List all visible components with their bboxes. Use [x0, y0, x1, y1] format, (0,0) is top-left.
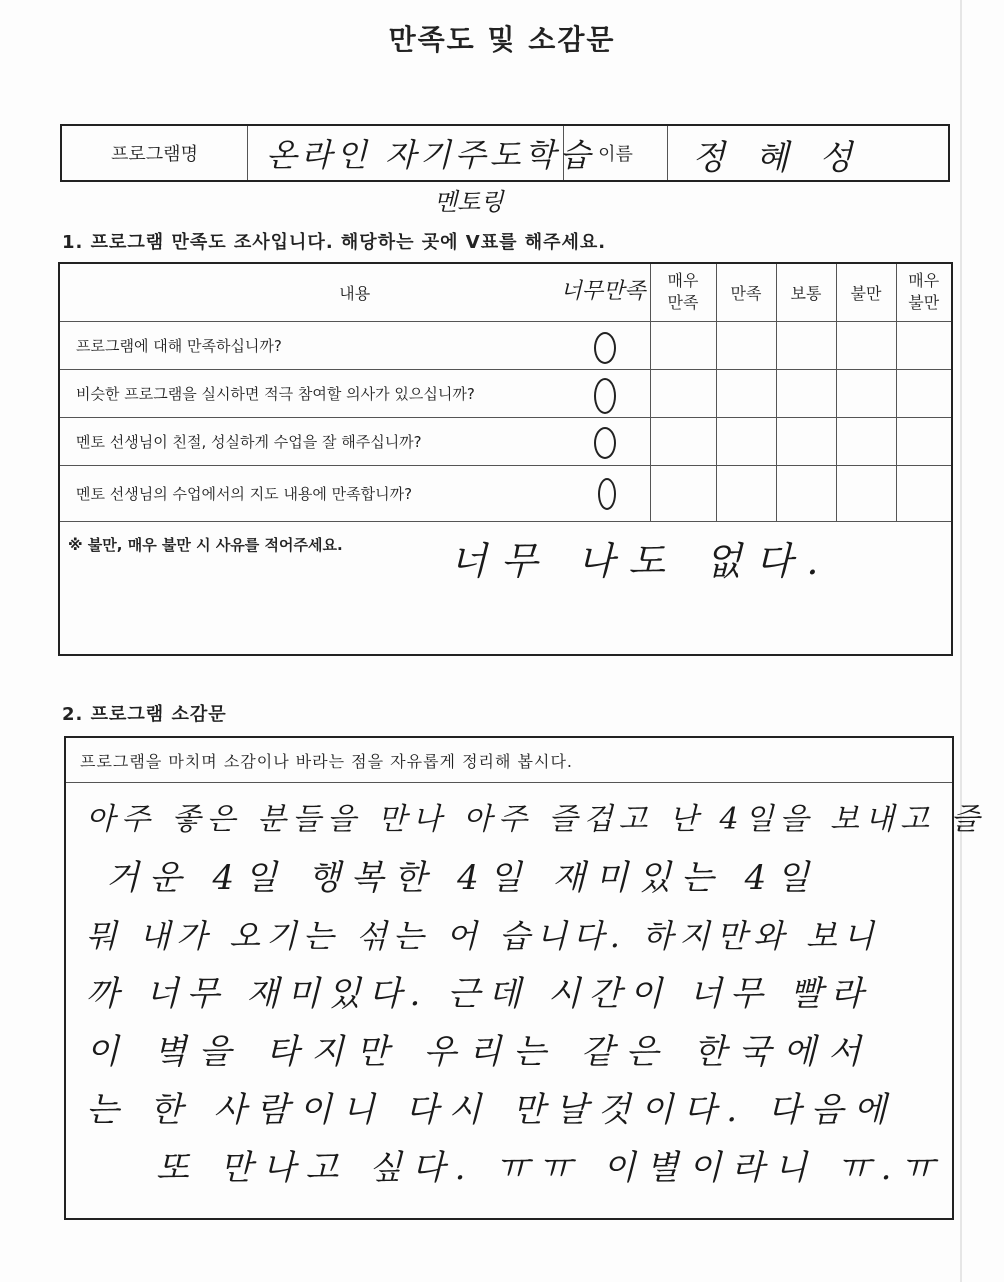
name-value: 정 혜 성 — [692, 138, 863, 178]
reflection-line: 또 만나고 싶다. ㅠㅠ 이별이라니 ㅠ.ㅠ — [156, 1148, 945, 1188]
reflection-line: 거운 4일 행복한 4일 재미있는 4일 — [106, 858, 820, 898]
table-row — [59, 369, 952, 417]
question-3 — [59, 417, 650, 465]
answer-cell[interactable] — [716, 465, 776, 521]
program-name-value: 온라인 자기주도학습 — [266, 136, 595, 174]
answer-cell[interactable] — [716, 321, 776, 369]
name-value-cell[interactable] — [668, 126, 948, 180]
header-very-unsatisfied: 매우 불만 — [896, 263, 952, 321]
reflection-instruction: 프로그램을 마치며 소감이나 바라는 점을 자유롭게 정리해 봅시다. — [66, 738, 952, 783]
reflection-text-area[interactable] — [66, 783, 986, 1197]
reason-label: ※ 불만, 매우 불만 시 사유를 적어주세요. — [68, 535, 343, 554]
answer-cell[interactable] — [650, 417, 716, 465]
answer-cell[interactable] — [716, 369, 776, 417]
reason-row — [59, 521, 952, 655]
name-label-cell — [564, 126, 668, 180]
answer-cell[interactable] — [896, 321, 952, 369]
answer-cell[interactable] — [650, 321, 716, 369]
section2-title: 2. 프로그램 소감문 — [62, 704, 227, 725]
answer-cell[interactable] — [896, 417, 952, 465]
reflection-box — [64, 736, 986, 1220]
answer-cell[interactable] — [896, 369, 952, 417]
page-title: 만족도 및 소감문 — [388, 23, 616, 56]
circle-mark — [594, 378, 616, 414]
header-normal: 보통 — [776, 263, 836, 321]
answer-cell[interactable] — [776, 369, 836, 417]
program-info-box — [60, 124, 950, 216]
circle-mark — [594, 332, 616, 364]
circle-mark — [598, 478, 616, 510]
page-edge — [960, 0, 962, 1282]
program-name-label: 프로그램명 — [111, 144, 198, 165]
program-name-value-cell[interactable] — [248, 126, 595, 216]
answer-cell[interactable] — [650, 465, 716, 521]
table-header-row — [59, 263, 952, 321]
question-text: 비슷한 프로그램을 실시하면 적극 참여할 의사가 있으십니까? — [76, 384, 475, 403]
answer-cell[interactable] — [650, 369, 716, 417]
header-content — [59, 263, 650, 321]
circle-mark — [594, 427, 616, 459]
header-handwritten: 너무만족 — [560, 279, 646, 304]
table-row — [59, 465, 952, 521]
reflection-line: 이 볔을 타지만 우리는 같은 한국에서 — [86, 1032, 873, 1072]
question-text: 멘토 선생님의 수업에서의 지도 내용에 만족합니까? — [76, 484, 413, 503]
answer-cell[interactable] — [836, 465, 896, 521]
question-text: 멘토 선생님이 친절, 성실하게 수업을 잘 해주십니까? — [76, 432, 422, 451]
name-label: 이름 — [598, 144, 633, 165]
header-satisfied: 만족 — [716, 263, 776, 321]
answer-cell[interactable] — [836, 417, 896, 465]
satisfaction-table — [58, 262, 953, 656]
answer-cell[interactable] — [896, 465, 952, 521]
answer-cell[interactable] — [776, 417, 836, 465]
program-name-label-cell — [62, 126, 248, 180]
answer-cell[interactable] — [776, 321, 836, 369]
question-1 — [59, 321, 650, 369]
reflection-line: 는 한 사람이니 다시 만날것이다. 다음에 — [86, 1090, 897, 1130]
table-row — [59, 321, 952, 369]
header-very-satisfied: 매우 만족 — [650, 263, 716, 321]
reflection-line: 아주 좋은 분들을 만나 아주 즐겁고 난 4일을 보내고 즐 — [86, 802, 986, 837]
answer-cell[interactable] — [776, 465, 836, 521]
table-row — [59, 417, 952, 465]
header-unsatisfied: 불만 — [836, 263, 896, 321]
header-content-label: 내용 — [339, 283, 371, 303]
program-name-value-extra: 멘토링 — [434, 188, 504, 216]
reason-value: 너무 나도 없다. — [450, 538, 833, 583]
section1-title: 1. 프로그램 만족도 조사입니다. 해당하는 곳에 V표를 해주세요. — [62, 232, 607, 253]
question-4 — [59, 465, 650, 521]
answer-cell[interactable] — [836, 321, 896, 369]
reflection-line: 까 너무 재미있다. 근데 시간이 너무 빨라 — [86, 974, 872, 1014]
reflection-line: 뭐 내가 오기는 섞는 어 습니다. 하지만와 보니 — [86, 917, 880, 955]
answer-cell[interactable] — [836, 369, 896, 417]
reason-cell[interactable] — [59, 521, 952, 655]
question-2 — [59, 369, 650, 417]
question-text: 프로그램에 대해 만족하십니까? — [76, 336, 282, 355]
answer-cell[interactable] — [716, 417, 776, 465]
